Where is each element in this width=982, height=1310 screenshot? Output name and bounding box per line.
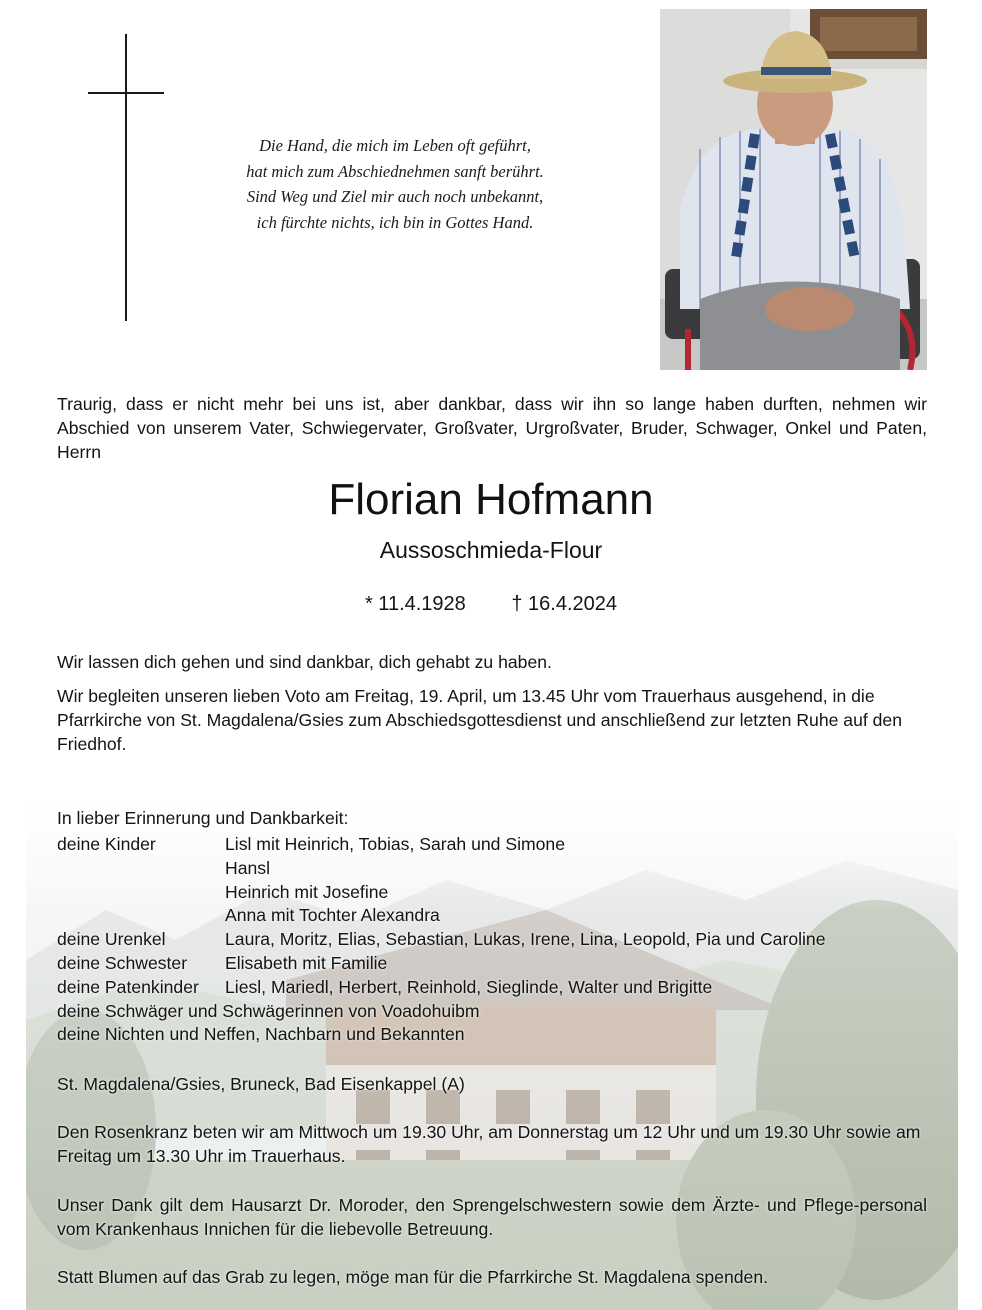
relative-names: Liesl, Mariedl, Herbert, Reinhold, Sieglinde, Walter und Brigitte — [225, 976, 713, 997]
list-item — [57, 833, 937, 857]
poem — [200, 133, 590, 235]
poem-line: ich fürchte nichts, ich bin in Gottes Hand. — [256, 212, 534, 232]
poem-line: Sind Weg und Ziel mir auch noch unbekannt, — [246, 187, 544, 206]
relative-names: Heinrich mit Josefine — [225, 881, 389, 902]
poem-line: Die Hand, die mich im Leben oft geführt, — [259, 136, 531, 155]
relative-label: deine Kinder — [57, 834, 156, 854]
list-item — [57, 1023, 937, 1047]
relative-names: Laura, Moritz, Elias, Sebastian, Lukas, Irene, Lina, Leopold, Pia und Caroline — [225, 929, 826, 950]
relatives-list — [57, 833, 937, 1047]
relative-label: deine Patenkinder — [57, 976, 199, 997]
portrait-photo — [660, 9, 927, 370]
list-item — [57, 904, 937, 928]
deceased-nickname: Aussoschmieda-Flour — [379, 537, 603, 563]
list-item — [57, 1000, 937, 1024]
relative-label: deine Urenkel — [57, 929, 166, 950]
list-item — [57, 976, 937, 1000]
death-date: † 16.4.2024 — [511, 593, 618, 615]
flowers-text: Statt Blumen auf das Grab zu legen, möge man für die Pfarrkirche St. Magdalena spenden. — [57, 1267, 768, 1287]
relative-label: deine Nichten und Neffen, Nachbarn und Bekannten — [57, 1024, 465, 1045]
relative-names: Hansl — [225, 857, 270, 878]
rosary-text: Den Rosenkranz beten wir am Mittwoch um 19.30 Uhr, am Donnerstag um 12 Uhr und um 19.30 Uhr sowie am Freitag um 13.30 Uhr im Trauerhaus. — [57, 1122, 921, 1166]
list-item — [57, 928, 937, 952]
life-dates — [0, 590, 982, 618]
places-text: St. Magdalena/Gsies, Bruneck, Bad Eisenkappel (A) — [57, 1074, 465, 1094]
memory-heading: In lieber Erinnerung und Dankbarkeit: — [57, 808, 349, 828]
relative-names: Lisl mit Heinrich, Tobias, Sarah und Simone — [225, 834, 565, 854]
list-item — [57, 952, 937, 976]
list-item — [57, 881, 937, 905]
list-item — [57, 857, 937, 881]
birth-date: * 11.4.1928 — [364, 593, 466, 615]
relative-names: Elisabeth mit Familie — [225, 952, 388, 973]
relative-label: deine Schwäger und Schwägerinnen von Voadohuibm — [57, 1000, 480, 1021]
relative-names: Anna mit Tochter Alexandra — [225, 905, 440, 926]
farewell-text: Wir lassen dich gehen und sind dankbar, dich gehabt zu haben. — [57, 652, 552, 672]
funeral-text: Wir begleiten unseren lieben Voto am Freitag, 19. April, um 13.45 Uhr vom Trauerhaus ausgehend, in die Pfarrkirche von St. Magdalena/Gsies zum Abschiedsgottesdienst und anschließend zur letzten Ruhe auf den Friedhof. — [57, 686, 902, 754]
deceased-name: Florian Hofmann — [328, 475, 654, 524]
relative-label: deine Schwester — [57, 952, 188, 973]
poem-line: hat mich zum Abschiednehmen sanft berührt. — [246, 161, 544, 181]
intro-text: Traurig, dass er nicht mehr bei uns ist, aber dankbar, dass wir ihn so lange haben durften, nehmen wir Abschied von unserem Vater, Schwiegervater, Großvater, Urgroßvater, Bruder, Schwager, Onkel und Paten, Herrn — [57, 394, 927, 462]
thanks-text: Unser Dank gilt dem Hausarzt Dr. Moroder, den Sprengelschwestern sowie dem Ärzte- und Pflege-personal vom Krankenhaus Innichen für die liebevolle Betreuung. — [57, 1195, 927, 1239]
